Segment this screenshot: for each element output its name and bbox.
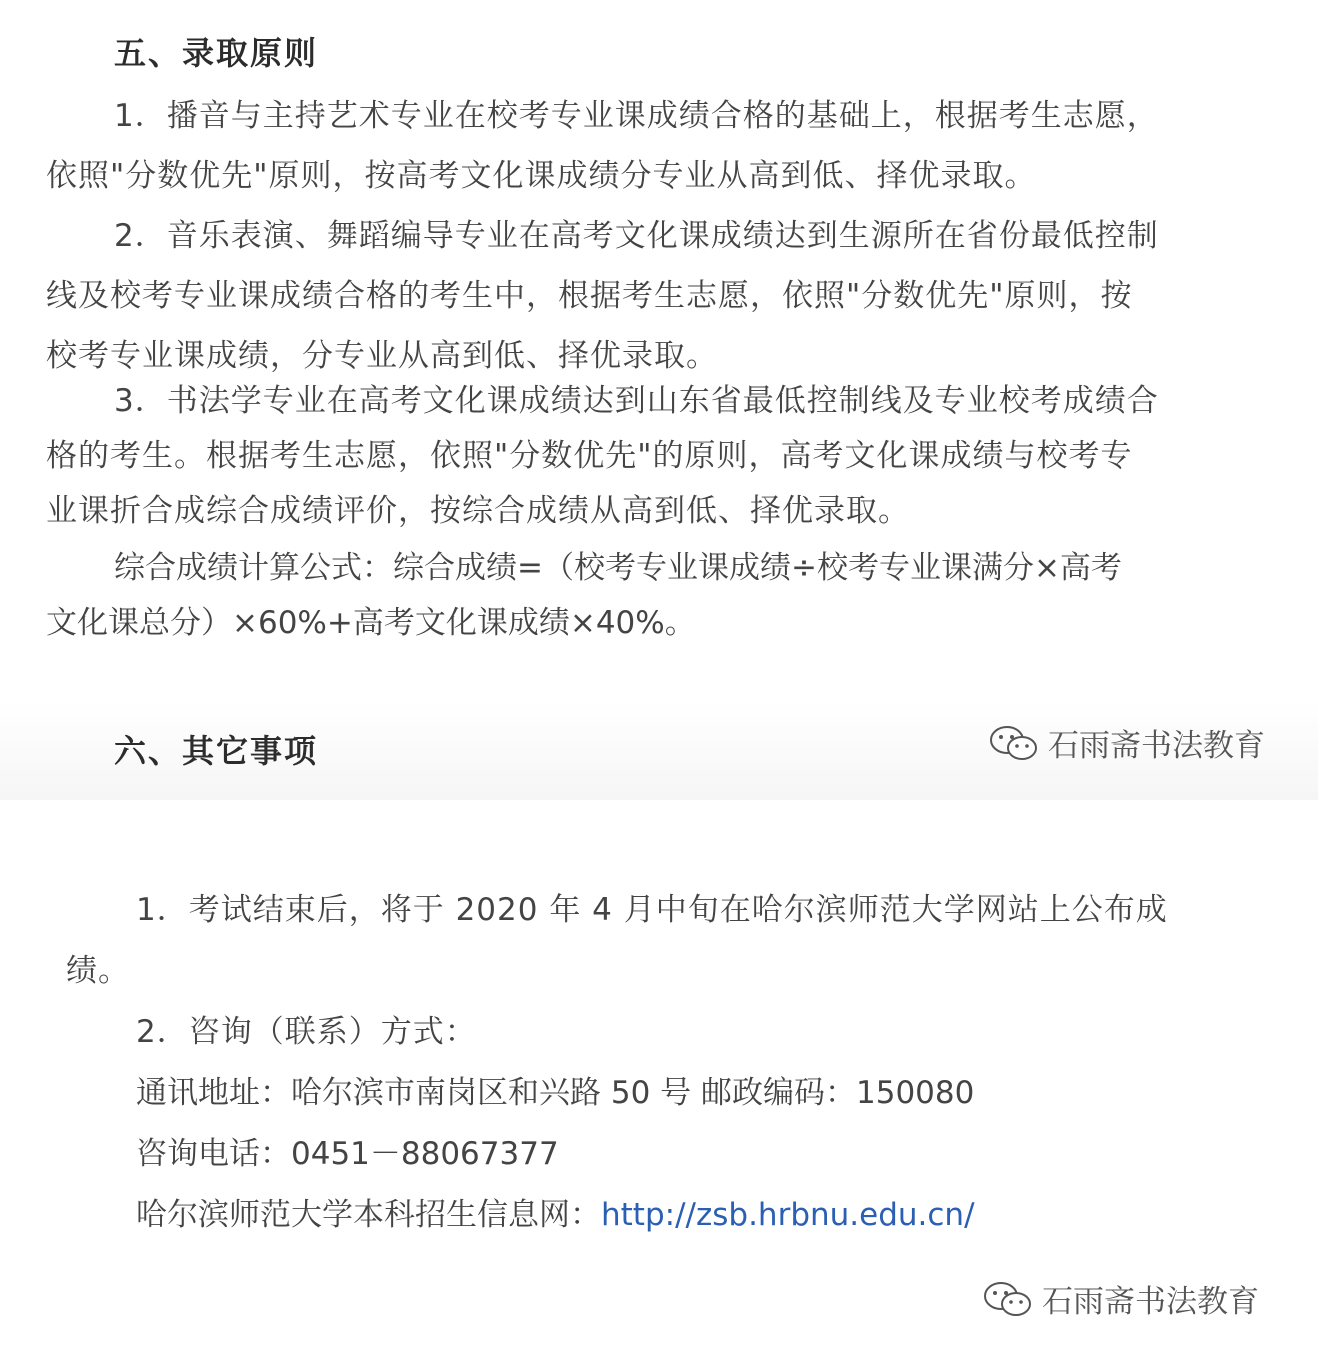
wechat-icon [986, 723, 1042, 763]
watermark-top [986, 720, 1265, 765]
section5-item3-line2: 格的考生。根据考生志愿，依照"分数优先"的原则，高考文化课成绩与校考专 [46, 438, 1133, 474]
section5-heading: 五、录取原则 [114, 34, 319, 72]
wechat-icon [980, 1279, 1036, 1319]
watermark-bottom [980, 1276, 1259, 1321]
website-link[interactable]: http://zsb.hrbnu.edu.cn/ [601, 1197, 975, 1233]
section5-item3-line3: 业课折合成综合成绩评价，按综合成绩从高到低、择优录取。 [46, 493, 910, 529]
section6-item1-line1: 1．考试结束后，将于 2020 年 4 月中旬在哈尔滨师范大学网站上公布成 [136, 892, 1168, 928]
section5-item1-line1: 1．播音与主持艺术专业在校考专业课成绩合格的基础上，根据考生志愿， [114, 98, 1159, 134]
section6-item1-line2: 绩。 [66, 953, 130, 989]
page-section-bottom [0, 800, 1318, 1354]
section5-item3-line1: 3．书法学专业在高考文化课成绩达到山东省最低控制线及专业校考成绩合 [114, 383, 1159, 419]
section6-heading: 六、其它事项 [114, 732, 319, 770]
watermark-text: 石雨斋书法教育 [1042, 1284, 1259, 1320]
contact-address: 通讯地址：哈尔滨市南岗区和兴路 50 号 邮政编码：150080 [136, 1075, 975, 1111]
section6-item2: 2．咨询（联系）方式： [136, 1014, 477, 1050]
section5-item2-line1: 2．音乐表演、舞蹈编导专业在高考文化课成绩达到生源所在省份最低控制 [114, 218, 1159, 254]
website-label: 哈尔滨师范大学本科招生信息网： [136, 1197, 601, 1233]
section5-item2-line2: 线及校考专业课成绩合格的考生中，根据考生志愿，依照"分数优先"原则，按 [46, 278, 1133, 314]
contact-website [136, 1189, 975, 1234]
formula-line2: 文化课总分）×60%+高考文化课成绩×40%。 [46, 605, 696, 641]
section5-item2-line3: 校考专业课成绩，分专业从高到低、择优录取。 [46, 338, 718, 374]
watermark-text: 石雨斋书法教育 [1048, 728, 1265, 764]
formula-line1: 综合成绩计算公式：综合成绩=（校考专业课成绩÷校考专业课满分×高考 [114, 550, 1122, 586]
contact-phone: 咨询电话：0451－88067377 [136, 1136, 559, 1172]
section5-item1-line2: 依照"分数优先"原则，按高考文化课成绩分专业从高到低、择优录取。 [46, 158, 1037, 194]
